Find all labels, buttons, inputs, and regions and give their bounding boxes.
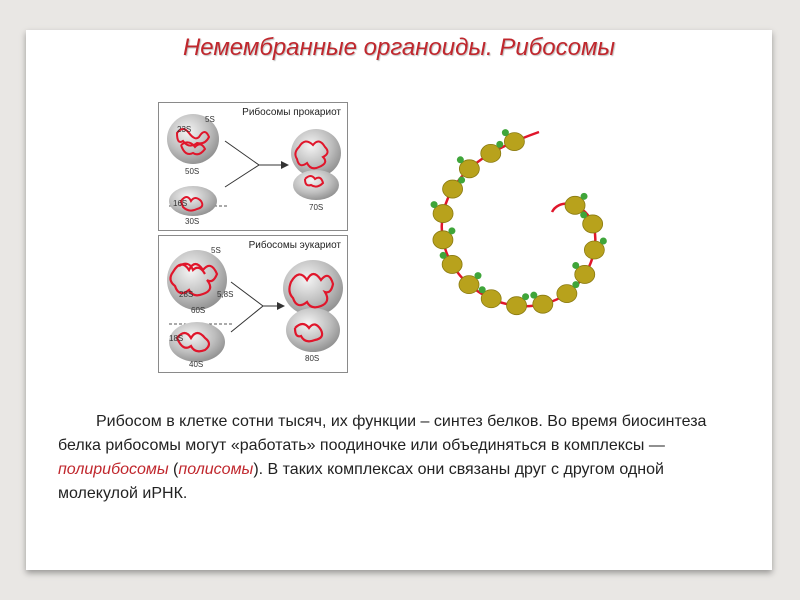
nascent-protein [458,177,465,184]
nascent-protein [530,292,537,299]
eukaryote-box-title: Рибосомы эукариот [248,240,341,251]
nascent-protein [496,141,503,148]
label-30s: 30S [185,217,200,226]
nascent-protein [431,201,438,208]
slide [26,30,772,570]
eukaryote-illustration [159,236,347,372]
body-paragraph [58,410,748,506]
nascent-protein [581,193,588,200]
arrow-head [277,302,285,310]
label-5s: 5S [205,115,215,124]
polysome-illustration [404,126,644,346]
nascent-protein [522,293,529,300]
slide-title: Немембранные органоиды. Рибосомы [182,34,616,61]
label-80s: 80S [305,354,320,363]
eukaryote-ribosomes-diagram [158,235,348,373]
arrow [231,282,263,332]
nascent-protein [572,281,579,288]
text-part2: ). В таких комплексах они связаны друг с другом одной молекулой иРНК. [58,461,664,502]
term-polyribosomes: полирибосомы [58,461,169,478]
label-50s: 50S [185,167,200,176]
nascent-protein [479,286,486,293]
prokaryote-ribosomes-diagram [158,102,348,231]
nascent-protein [600,237,607,244]
arrow [225,141,259,187]
label-18s: 18S [169,334,184,343]
nascent-protein [474,272,481,279]
label-70s: 70S [309,203,324,212]
nascent-protein [572,262,579,269]
nascent-protein [457,156,464,163]
term-polysomes: полисомы [178,461,254,478]
label-5s: 5S [211,246,221,255]
label-40s: 40S [189,360,204,369]
label-28s: 28S [179,290,194,299]
nascent-protein [440,252,447,259]
large-subunit-shape [167,250,227,310]
text-part1: Рибосом в клетке сотни тысяч, их функции – синтез белков. Во время биосинтеза белка рибосомы могут «работать» поодиночке или объединяться в комплексы — [58,413,707,454]
assembled-small-shape [293,170,339,200]
text-paren: ( [168,461,179,478]
arrow-head [281,161,289,169]
label-5-8s: 5,8S [217,290,234,299]
ribosome-chain [431,129,607,315]
nascent-protein [502,129,509,136]
nascent-protein [448,227,455,234]
prokaryote-box-title: Рибосомы прокариот [242,107,341,118]
assembled-large-shape [291,129,341,177]
label-60s: 60S [191,306,206,315]
label-23s: 23S [177,125,192,134]
label-16s: 16S [173,199,188,208]
